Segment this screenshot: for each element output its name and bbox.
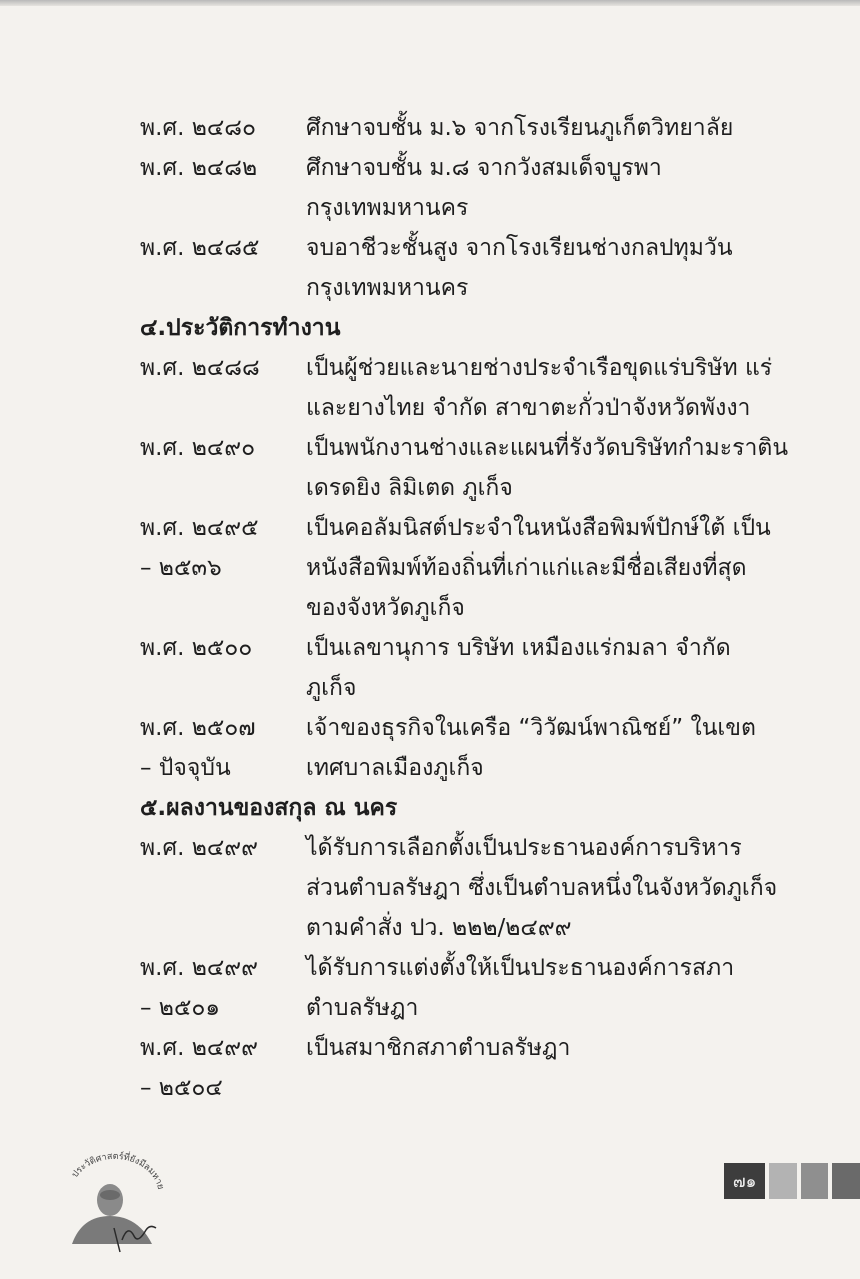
- entry-date: [140, 228, 306, 308]
- entry-description-line: ตำบลรัษฎา: [306, 995, 419, 1021]
- entry-date: [140, 708, 306, 788]
- work-entries: [140, 348, 840, 788]
- entry-date-line: พ.ศ. ๒๔๘๕: [140, 235, 260, 261]
- entry-description-line: เป็นพนักงานช่างและแผนที่รังวัดบริษัทกำมะราติน: [306, 435, 789, 461]
- logo-arc-text: ประวัติศาสตร์ที่ยังมีลมหาย: [70, 1151, 166, 1191]
- entry-description-line: เจ้าของธุรกิจในเครือ “วิวัฒน์พาณิชย์” ในเขต: [306, 715, 756, 741]
- page-number-bar: [724, 1163, 860, 1199]
- page-bar-block: [769, 1163, 797, 1199]
- timeline-entry: [140, 508, 840, 628]
- page-number: ๗๑: [724, 1163, 765, 1199]
- document-body: [140, 108, 840, 1108]
- entry-description: [306, 828, 840, 948]
- entry-description-line: ได้รับการเลือกตั้งเป็นประธานองค์การบริหาร: [306, 835, 742, 861]
- entry-description: [306, 628, 840, 708]
- entry-description-line: ตามคำสั่ง ปว. ๒๒๒/๒๔๙๙: [306, 915, 572, 941]
- entry-description-line: ของจังหวัดภูเก็จ: [306, 595, 465, 621]
- entry-date-line: – ๒๕๐๑: [140, 995, 221, 1021]
- entry-description-line: เป็นผู้ช่วยและนายช่างประจำเรือขุดแร่บริษัท แร่: [306, 355, 773, 381]
- entry-description-line: เป็นคอลัมนิสต์ประจำในหนังสือพิมพ์ปักษ์ใต้ เป็น: [306, 515, 771, 541]
- entry-date-line: – ปัจจุบัน: [140, 755, 231, 781]
- entry-description-line: เป็นสมาชิกสภาตำบลรัษฎา: [306, 1035, 571, 1061]
- history-logo: [62, 1148, 170, 1256]
- entry-description-line: ได้รับการแต่งตั้งให้เป็นประธานองค์การสภา: [306, 955, 735, 981]
- entry-description-line: หนังสือพิมพ์ท้องถิ่นที่เก่าแก่และมีชื่อเสียงที่สุด: [306, 555, 747, 581]
- entry-description-line: และยางไทย จำกัด สาขาตะกั่วป่าจังหวัดพังงา: [306, 395, 751, 421]
- entry-date-line: พ.ศ. ๒๔๘๒: [140, 155, 258, 181]
- entry-description: [306, 348, 840, 428]
- entry-description-line: ส่วนตำบลรัษฎา ซึ่งเป็นตำบลหนึ่งในจังหวัดภูเก็จ: [306, 875, 778, 901]
- entry-date: [140, 428, 306, 508]
- entry-date-line: พ.ศ. ๒๔๘๐: [140, 115, 257, 141]
- timeline-entry: [140, 948, 840, 1028]
- entry-date: [140, 828, 306, 948]
- entry-description: [306, 708, 840, 788]
- timeline-entry: [140, 108, 840, 148]
- entry-description: [306, 948, 840, 1028]
- entry-date-line: – ๒๕๓๖: [140, 555, 222, 581]
- entry-date: [140, 628, 306, 708]
- timeline-entry: [140, 828, 840, 948]
- entry-date-line: พ.ศ. ๒๔๙๕: [140, 515, 259, 541]
- entry-date-line: พ.ศ. ๒๔๘๘: [140, 355, 260, 381]
- svg-text:ประวัติศาสตร์ที่ยังมีลมหายใจ: [62, 1148, 165, 1191]
- entry-date: [140, 108, 306, 148]
- entry-description: [306, 148, 840, 228]
- entry-description-line: เป็นเลขานุการ บริษัท เหมืองแร่กมลา จำกัด: [306, 635, 731, 661]
- entry-date: [140, 148, 306, 228]
- education-entries: [140, 108, 840, 308]
- timeline-entry: [140, 428, 840, 508]
- timeline-entry: [140, 1028, 840, 1108]
- timeline-entry: [140, 708, 840, 788]
- timeline-entry: [140, 348, 840, 428]
- page-bar-block: [832, 1163, 860, 1199]
- entry-description-line: ภูเก็จ: [306, 675, 357, 701]
- timeline-entry: [140, 228, 840, 308]
- entry-date-line: พ.ศ. ๒๔๙๐: [140, 435, 256, 461]
- entry-description: [306, 428, 840, 508]
- entry-description-line: เทศบาลเมืองภูเก็จ: [306, 755, 484, 781]
- entry-date-line: พ.ศ. ๒๕๐๗: [140, 715, 256, 741]
- entry-description-line: จบอาชีวะชั้นสูง จากโรงเรียนช่างกลปทุมวัน: [306, 235, 733, 261]
- entry-date-line: – ๒๕๐๔: [140, 1075, 223, 1101]
- achievement-entries: [140, 828, 840, 1108]
- entry-description-line: เดรดยิง ลิมิเตด ภูเก็จ: [306, 475, 513, 501]
- entry-description: [306, 228, 840, 308]
- section-heading-works: ๕.ผลงานของสกุล ณ นคร: [140, 795, 398, 821]
- entry-description: [306, 508, 840, 628]
- timeline-entry: [140, 148, 840, 228]
- entry-date: [140, 348, 306, 428]
- timeline-entry: [140, 628, 840, 708]
- entry-date: [140, 1028, 306, 1108]
- entry-date-line: พ.ศ. ๒๔๙๙: [140, 955, 258, 981]
- entry-date-line: พ.ศ. ๒๕๐๐: [140, 635, 253, 661]
- entry-description-line: ศึกษาจบชั้น ม.๘ จากวังสมเด็จบูรพา: [306, 155, 662, 181]
- page-top-edge: [0, 0, 860, 6]
- entry-date: [140, 508, 306, 628]
- entry-date: [140, 948, 306, 1028]
- page-bar-block: [801, 1163, 829, 1199]
- entry-description-line: ศึกษาจบชั้น ม.๖ จากโรงเรียนภูเก็ตวิทยาลัย: [306, 115, 734, 141]
- entry-description: [306, 108, 840, 148]
- entry-description-line: กรุงเทพมหานคร: [306, 195, 469, 221]
- entry-description-line: กรุงเทพมหานคร: [306, 275, 469, 301]
- entry-description: [306, 1028, 840, 1108]
- entry-date-line: พ.ศ. ๒๔๙๙: [140, 1035, 258, 1061]
- section-heading-work-history: ๔.ประวัติการทำงาน: [140, 315, 341, 341]
- entry-date-line: พ.ศ. ๒๔๙๙: [140, 835, 258, 861]
